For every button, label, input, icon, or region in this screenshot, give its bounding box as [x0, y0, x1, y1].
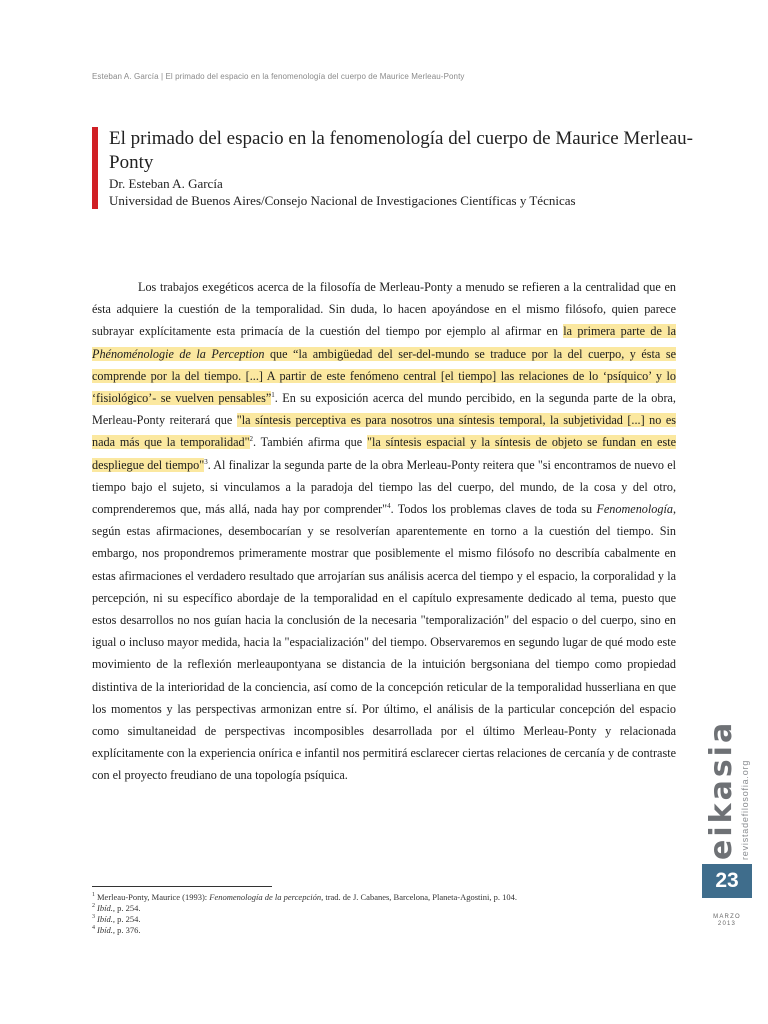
body-text-segment: . Todos los problemas claves de toda su [390, 502, 597, 517]
highlighted-quote: "la síntesis espacial y la síntesis de objeto se fundan en este despliegue del tiempo" [92, 435, 676, 472]
highlighted-quote: "la síntesis perceptiva es para nosotros una síntesis temporal, la subjetividad [...] no es nada más que la temporalidad" [92, 413, 676, 450]
footnote-4 [92, 925, 652, 936]
footnote-italic: Ibíd. [97, 914, 113, 924]
author-name: Dr. Esteban A. García [109, 176, 223, 191]
footnote-ref-3: 3 [204, 457, 208, 466]
footnote-italic: Ibíd. [97, 925, 113, 935]
italic-work-title: Phénoménologie de la Perception [92, 346, 265, 361]
body-text-segment: la primera parte de la [563, 324, 676, 339]
body-text-segment: . En su exposición acerca del mundo percibido, en la segunda parte de la obra, Merleau-Ponty reiterará que [92, 391, 676, 428]
footnote-text: , p. 376. [112, 925, 141, 935]
issue-year: 2013 [717, 921, 737, 927]
article-title: El primado del espacio en la fenomenología del cuerpo de Maurice Merleau-Ponty [109, 128, 694, 173]
author-affiliation: Universidad de Buenos Aires/Consejo Nacional de Investigaciones Científicas y Técnicas [109, 193, 576, 208]
body-text-segment: Los trabajos exegéticos acerca de la filosofía de Merleau-Ponty a menudo se refieren a la centralidad que en ésta adquiere la cuestión de la temporalidad. Sin duda, lo hacen apoyándose en el mismo filósofo, quien parece subrayar explícitamente esta primacía de la cuestión del tiempo por ejemplo al afirmar en [92, 280, 676, 339]
footnote-ref-2: 2 [249, 435, 254, 444]
footnote-1 [92, 892, 652, 903]
body-text-segment: . Al finalizar la segunda parte de la obra Merleau-Ponty reitera que "si encontramos de nuevo el tiempo bajo el sujeto, si vinculamos a la paradoja del tiempo las del cuerpo, del mundo, de la cosa y del otro, comprenderemos que, más allá, nada hay por comprender" [92, 457, 676, 517]
footnote-text: , trad. de J. Cabanes, Barcelona, Planeta-Agostini, p. 104. [321, 892, 518, 902]
body-text-segment: , según estas afirmaciones, desembocarían y se resolverían aparentemente en torno a la cuestión del tiempo. Sin embargo, nos propondremos primeramente mostrar que posiblemente el mismo filósofo no describía cabalmente en estas afirmaciones el verdadero resultado que arrojarían sus análisis acerca del tiempo y el espacio, la corporalidad y la percepción, ni su específico abordaje de la temporalidad en el capítulo expresamente dedicado al tema, puesto que estos desarrollos no nos guían hacia la conclusión de la necesaria "temporalización" del espacio o del cuerpo, sino en igual o incluso mayor medida, hacia la "espacialización" del tiempo. Observaremos en segundo lugar de qué modo este movimiento de la reflexión merleaupontyana se distancia de la intuición bergsoniana del tiempo como propiedad distintiva de la interioridad de la conciencia, así como de la concepción reticular de la temporalidad husserliana en que los momentos y las perspectivas armonizan entre sí. Por último, el análisis de la particular concepción del espacio como simultaneidad de perspectivas incomposibles desarrollada por el último Merleau-Ponty y relacionada explícitamente con la experiencia onírica e infantil nos permitirá esclarecer ciertas relaciones de cercanía y de contraste con el proyecto freudiano de una topología psíquica. [92, 502, 676, 783]
footnote-ref-4: 4 [387, 501, 391, 510]
footnote-italic: Ibíd. [97, 903, 113, 913]
journal-url: revistadefilosofia.org [740, 759, 750, 860]
footnote-italic: Fenomenología de la percepción [209, 892, 322, 902]
footnote-text: , p. 254. [112, 914, 141, 924]
footnote-text: , p. 254. [112, 903, 141, 913]
footnote-number: 4 [92, 925, 95, 932]
body-paragraph [92, 276, 676, 787]
footnote-divider [92, 886, 272, 887]
footnote-number: 3 [92, 914, 95, 921]
footnote-number: 2 [92, 903, 95, 910]
body-text-segment: . También afirma que [253, 435, 367, 450]
footnote-2 [92, 903, 652, 914]
footnote-3 [92, 914, 652, 925]
title-block [92, 127, 709, 209]
italic-work-title: Fenomenología [596, 502, 673, 517]
running-header: Esteban A. García | El primado del espacio en la fenomenología del cuerpo de Maurice Merleau-Ponty [92, 72, 465, 81]
footnotes [92, 892, 652, 936]
issue-date [702, 914, 752, 928]
body-text-segment: que “la ambigüedad del ser-del-mundo se traduce por la del cuerpo, y ésta se comprende por la del tiempo. [...] A partir de este fenómeno central [el tiempo] las relaciones de lo ‘psíquico’ y lo ‘fisiológico’- se vuelven pensables” [92, 346, 676, 406]
journal-brand [698, 719, 758, 864]
journal-logo: eikasia [704, 719, 739, 860]
page-number: 23 [702, 864, 752, 898]
footnote-text: Merleau-Ponty, Maurice (1993): [97, 892, 210, 902]
footnote-number: 1 [92, 892, 95, 899]
footnote-ref-1: 1 [271, 390, 275, 399]
issue-month: MARZO [713, 914, 741, 920]
